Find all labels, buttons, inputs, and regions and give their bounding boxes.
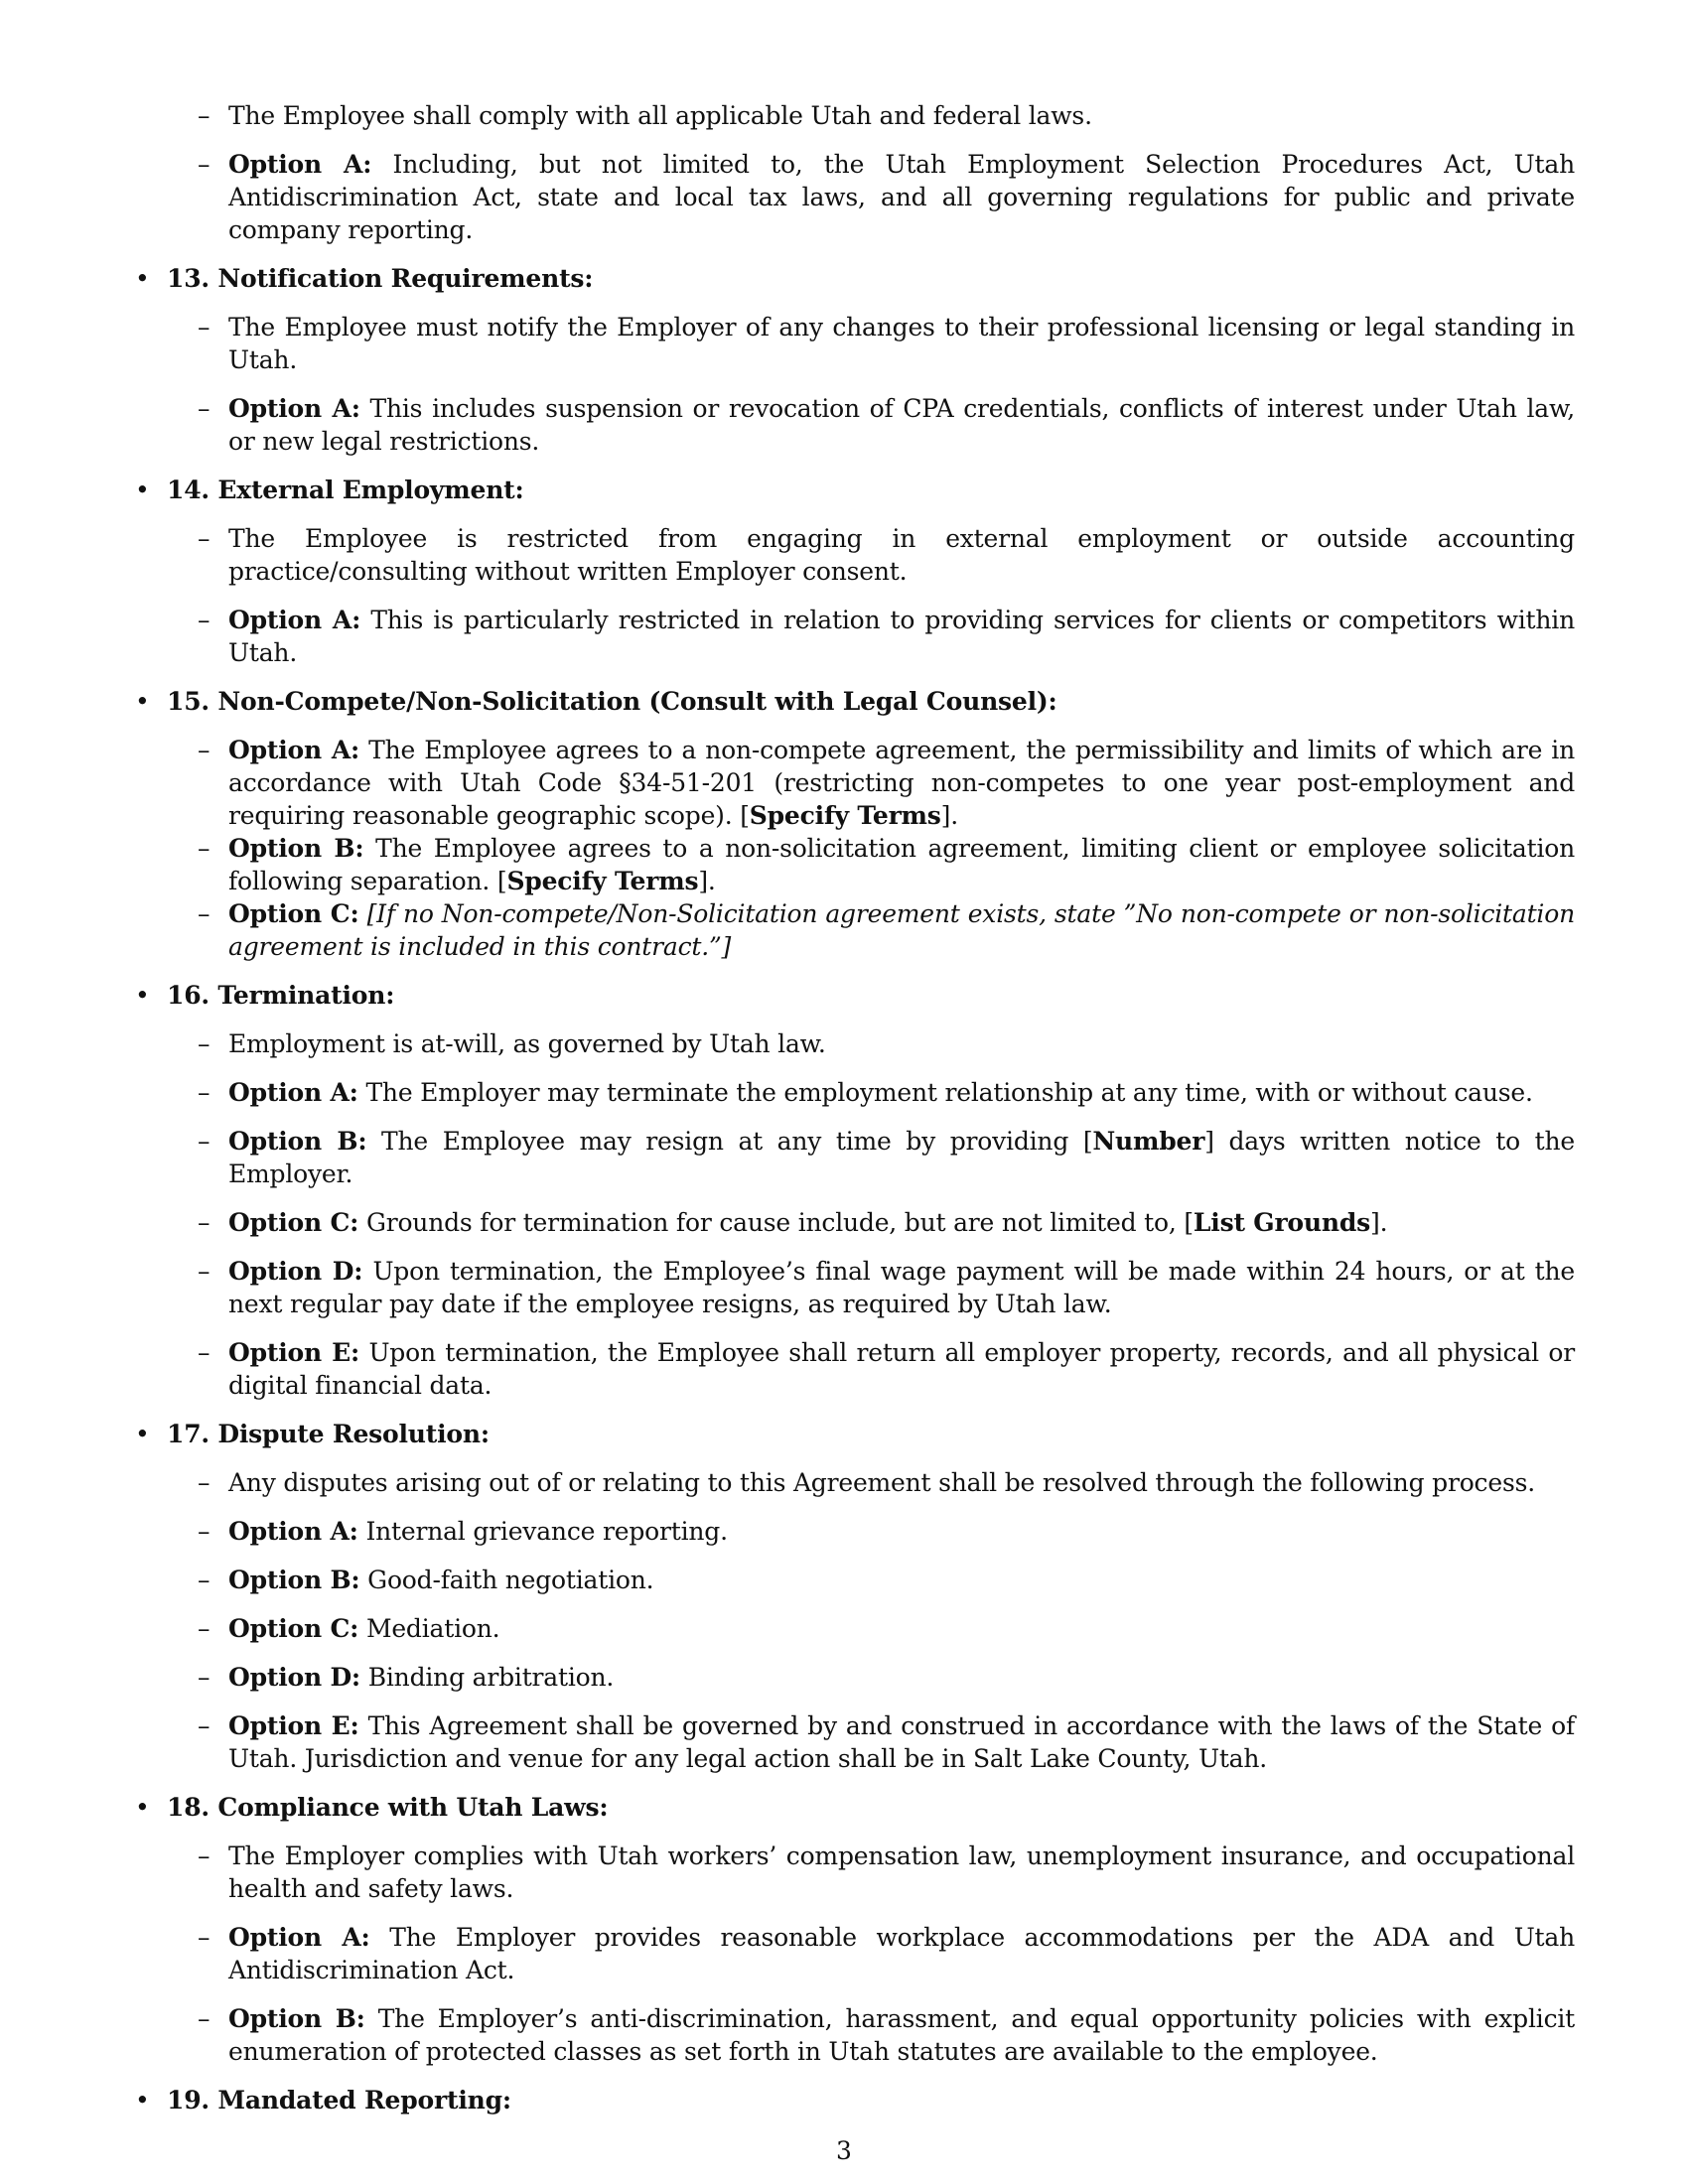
placeholder: Number [1092,1127,1205,1156]
list-item: – Option E: This Agreement shall be governed by and construed in accordance with the laws of the State of Utah. Jurisdiction and venue for any legal action shall be in Salt Lake County, Utah. [198,1711,1575,1773]
section-heading: 13. Notification Requirements: [167,264,594,293]
option-label: Option C: [228,1614,359,1643]
sub-list [167,1466,1575,1775]
list-item: – Option A: The Employee agrees to a non-compete agreement, the permissibility and limits of which are in accordance with Utah Code §34-51-201 (restricting non-competes to one year post-employment and requiring reasonable geographic scope). [Specify Terms]. [198,736,1575,830]
sub-list [167,1840,1575,2068]
list-item: – Option D: Binding arbitration. [198,1663,615,1692]
section-15 [135,685,1575,963]
sub-list [167,311,1575,458]
option-label: Option E: [228,1711,359,1740]
list-item: – Employment is at-will, as governed by Utah law. [198,1029,826,1058]
section-heading: 15. Non-Compete/Non-Solicitation (Consult with Legal Counsel): [167,687,1057,716]
sub-list [167,1027,1575,1402]
bullet-icon: • [135,476,150,504]
list-item: – Option B: The Employee agrees to a non-solicitation agreement, limiting client or employee solicitation following separation. [Specify Terms]. [198,834,1575,895]
option-label: Option D: [228,1663,360,1692]
option-label: Option B: [228,834,364,863]
sub-list [167,99,1575,246]
list-item: – The Employee must notify the Employer of any changes to their professional licensing or legal standing in Utah. [198,313,1575,374]
option-label: Option A: [228,1923,370,1952]
list-item: – The Employer complies with Utah workers’ compensation law, unemployment insurance, and occupational health and safety laws. [198,1842,1575,1903]
option-label: Option B: [228,1127,367,1156]
bullet-icon: • [135,1793,150,1822]
option-label: Option A: [228,150,372,179]
option-label: Option B: [228,2004,365,2033]
option-label: Option C: [228,899,359,928]
sub-list [167,522,1575,669]
section-18 [135,1791,1575,2068]
bullet-icon: • [135,687,150,716]
section-heading: 16. Termination: [167,981,395,1010]
document-body [135,99,1575,2116]
section-12-continued [135,99,1575,246]
option-label: Option A: [228,394,360,423]
list-item: – The Employee is restricted from engaging in external employment or outside accounting practice/consulting without written Employer consent. [198,524,1575,586]
sub-list [167,734,1575,963]
placeholder: Specify Terms [749,801,941,830]
bullet-icon: • [135,264,150,293]
list-item: – Option A: The Employer may terminate the employment relationship at any time, with or without cause. [198,1078,1533,1107]
section-19 [135,2084,1575,2116]
list-item: – Option B: The Employee may resign at any time by providing [Number] days written notice to the Employer. [198,1127,1575,1188]
option-label: Option A: [228,1078,358,1107]
placeholder: Specify Terms [506,867,699,895]
option-label: Option A: [228,606,361,634]
list-item: – Option C: [If no Non-compete/Non-Solicitation agreement exists, state ”No non-compete or non-solicitation agreement is included in this contract.”] [198,899,1575,961]
section-heading: 17. Dispute Resolution: [167,1420,490,1448]
list-item: – Option C: Grounds for termination for cause include, but are not limited to, [List Grounds]. [198,1208,1388,1237]
list-item: – Option B: Good-faith negotiation. [198,1566,654,1594]
option-label: Option A: [228,1517,358,1546]
list-item: – Option D: Upon termination, the Employee’s final wage payment will be made within 24 hours, or at the next regular pay date if the employee resigns, as required by Utah law. [198,1257,1576,1318]
list-item: – Option B: The Employer’s anti-discrimination, harassment, and equal opportunity policies with explicit enumeration of protected classes as set forth in Utah statutes are available to the employee. [198,2004,1576,2066]
list-item: – The Employee shall comply with all applicable Utah and federal laws. [198,101,1092,130]
bullet-icon: • [135,1420,150,1448]
list-item: – Option A: Internal grievance reporting. [198,1517,728,1546]
list-item: – Option E: Upon termination, the Employee shall return all employer property, records, and all physical or digital financial data. [198,1338,1575,1400]
list-item: – Any disputes arising out of or relating to this Agreement shall be resolved through the following process. [198,1468,1535,1497]
option-label: Option B: [228,1566,360,1594]
option-label: Option E: [228,1338,360,1367]
bullet-icon: • [135,2086,150,2115]
list-item: – Option A: The Employer provides reasonable workplace accommodations per the ADA and Utah Antidiscrimination Act. [198,1923,1576,1984]
section-heading: 18. Compliance with Utah Laws: [167,1793,609,1822]
page-number: 3 [836,2136,852,2165]
list-item: – Option A: Including, but not limited to, the Utah Employment Selection Procedures Act, Utah Antidiscrimination Act, state and local tax laws, and all governing regulations for public and private company reporting. [198,150,1575,244]
list-item: – Option C: Mediation. [198,1614,500,1643]
section-heading: 14. External Employment: [167,476,524,504]
list-item: – Option A: This includes suspension or revocation of CPA credentials, conflicts of interest under Utah law, or new legal restrictions. [198,394,1575,456]
section-16 [135,979,1575,1402]
placeholder: List Grounds [1193,1208,1370,1237]
list-item: – Option A: This is particularly restricted in relation to providing services for clients or competitors within Utah. [198,606,1576,667]
section-heading: 19. Mandated Reporting: [167,2086,511,2115]
option-label: Option C: [228,1208,359,1237]
option-label: Option D: [228,1257,363,1286]
section-14 [135,474,1575,669]
option-label: Option A: [228,736,360,764]
section-17 [135,1418,1575,1775]
bullet-icon: • [135,981,150,1010]
section-13 [135,262,1575,458]
